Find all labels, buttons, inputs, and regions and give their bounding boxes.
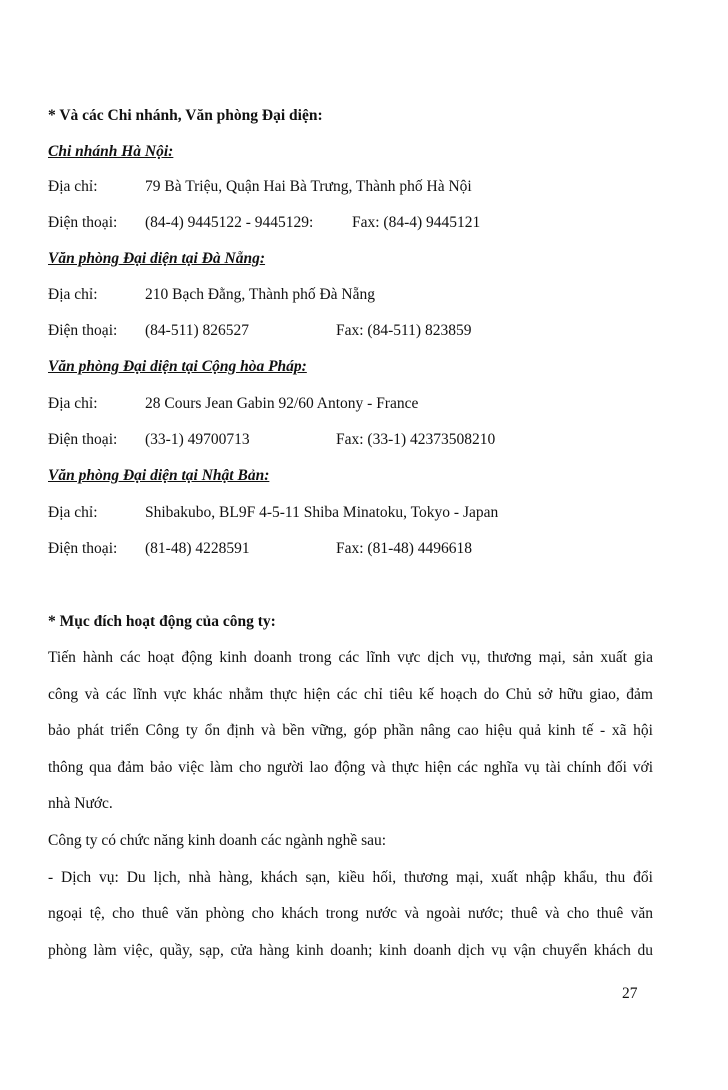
phone-value: (33-1) 49700713 [145,431,250,448]
phone-label: Điện thoại: [48,214,118,231]
paragraph-line: nhà Nước. [48,795,113,812]
branch-title-japan: Văn phòng Đại diện tại Nhật Bản: [48,467,270,484]
address-label: Địa chỉ: [48,286,98,303]
services-line: ngoại tệ, cho thuê văn phòng cho khách trong nước và ngoài nước; thuê và cho thuê văn [48,905,653,922]
address-label: Địa chỉ: [48,504,98,521]
branch-title-france: Văn phòng Đại diện tại Cộng hòa Pháp: [48,358,307,375]
address-value: 210 Bạch Đằng, Thành phố Đà Nẵng [145,286,376,303]
paragraph-line: thông qua đảm bảo việc làm cho người lao động và thực hiện các nghĩa vụ tài chính đối với [48,759,653,776]
paragraph-line: Tiến hành các hoạt động kinh doanh trong các lĩnh vực dịch vụ, thương mại, sản xuất gia [48,649,653,666]
branch-title-hanoi: Chi nhánh Hà Nội: [48,143,174,160]
functions-intro: Công ty có chức năng kinh doanh các ngành nghề sau: [48,832,387,849]
fax-value: Fax: (81-48) 4496618 [336,540,473,557]
branch-title-danang: Văn phòng Đại diện tại Đà Nẵng: [48,250,266,267]
phone-label: Điện thoại: [48,322,118,339]
phone-value: (84-511) 826527 [145,322,250,339]
fax-value: Fax: (84-4) 9445121 [352,214,481,231]
address-value: Shibakubo, BL9F 4-5-11 Shiba Minatoku, Tokyo - Japan [145,504,499,521]
paragraph-line: công và các lĩnh vực khác nhằm thực hiện các chỉ tiêu kế hoạch do Chủ sở hữu giao, đảm [48,686,653,703]
paragraph-line: bảo phát triển Công ty ổn định và bền vững, góp phần nâng cao hiệu quả kinh tế - xã hội [48,722,653,739]
services-line: phòng làm việc, quầy, sạp, cửa hàng kinh doanh; kinh doanh dịch vụ vận chuyển khách du [48,942,653,959]
section-heading-purpose: * Mục đích hoạt động của công ty: [48,613,276,630]
section-heading-branches: * Và các Chi nhánh, Văn phòng Đại diện: [48,107,323,124]
page-number: 27 [622,985,638,1002]
fax-value: Fax: (33-1) 42373508210 [336,431,496,448]
address-value: 79 Bà Triệu, Quận Hai Bà Trưng, Thành phố Hà Nội [145,178,472,195]
phone-value: (81-48) 4228591 [145,540,250,557]
phone-label: Điện thoại: [48,431,118,448]
address-label: Địa chỉ: [48,178,98,195]
services-line: - Dịch vụ: Du lịch, nhà hàng, khách sạn, kiều hối, thương mại, xuất nhập khẩu, thu đổi [48,869,653,886]
fax-value: Fax: (84-511) 823859 [336,322,472,339]
phone-label: Điện thoại: [48,540,118,557]
address-value: 28 Cours Jean Gabin 92/60 Antony - France [145,395,419,412]
address-label: Địa chỉ: [48,395,98,412]
phone-value: (84-4) 9445122 - 9445129: [145,214,314,231]
